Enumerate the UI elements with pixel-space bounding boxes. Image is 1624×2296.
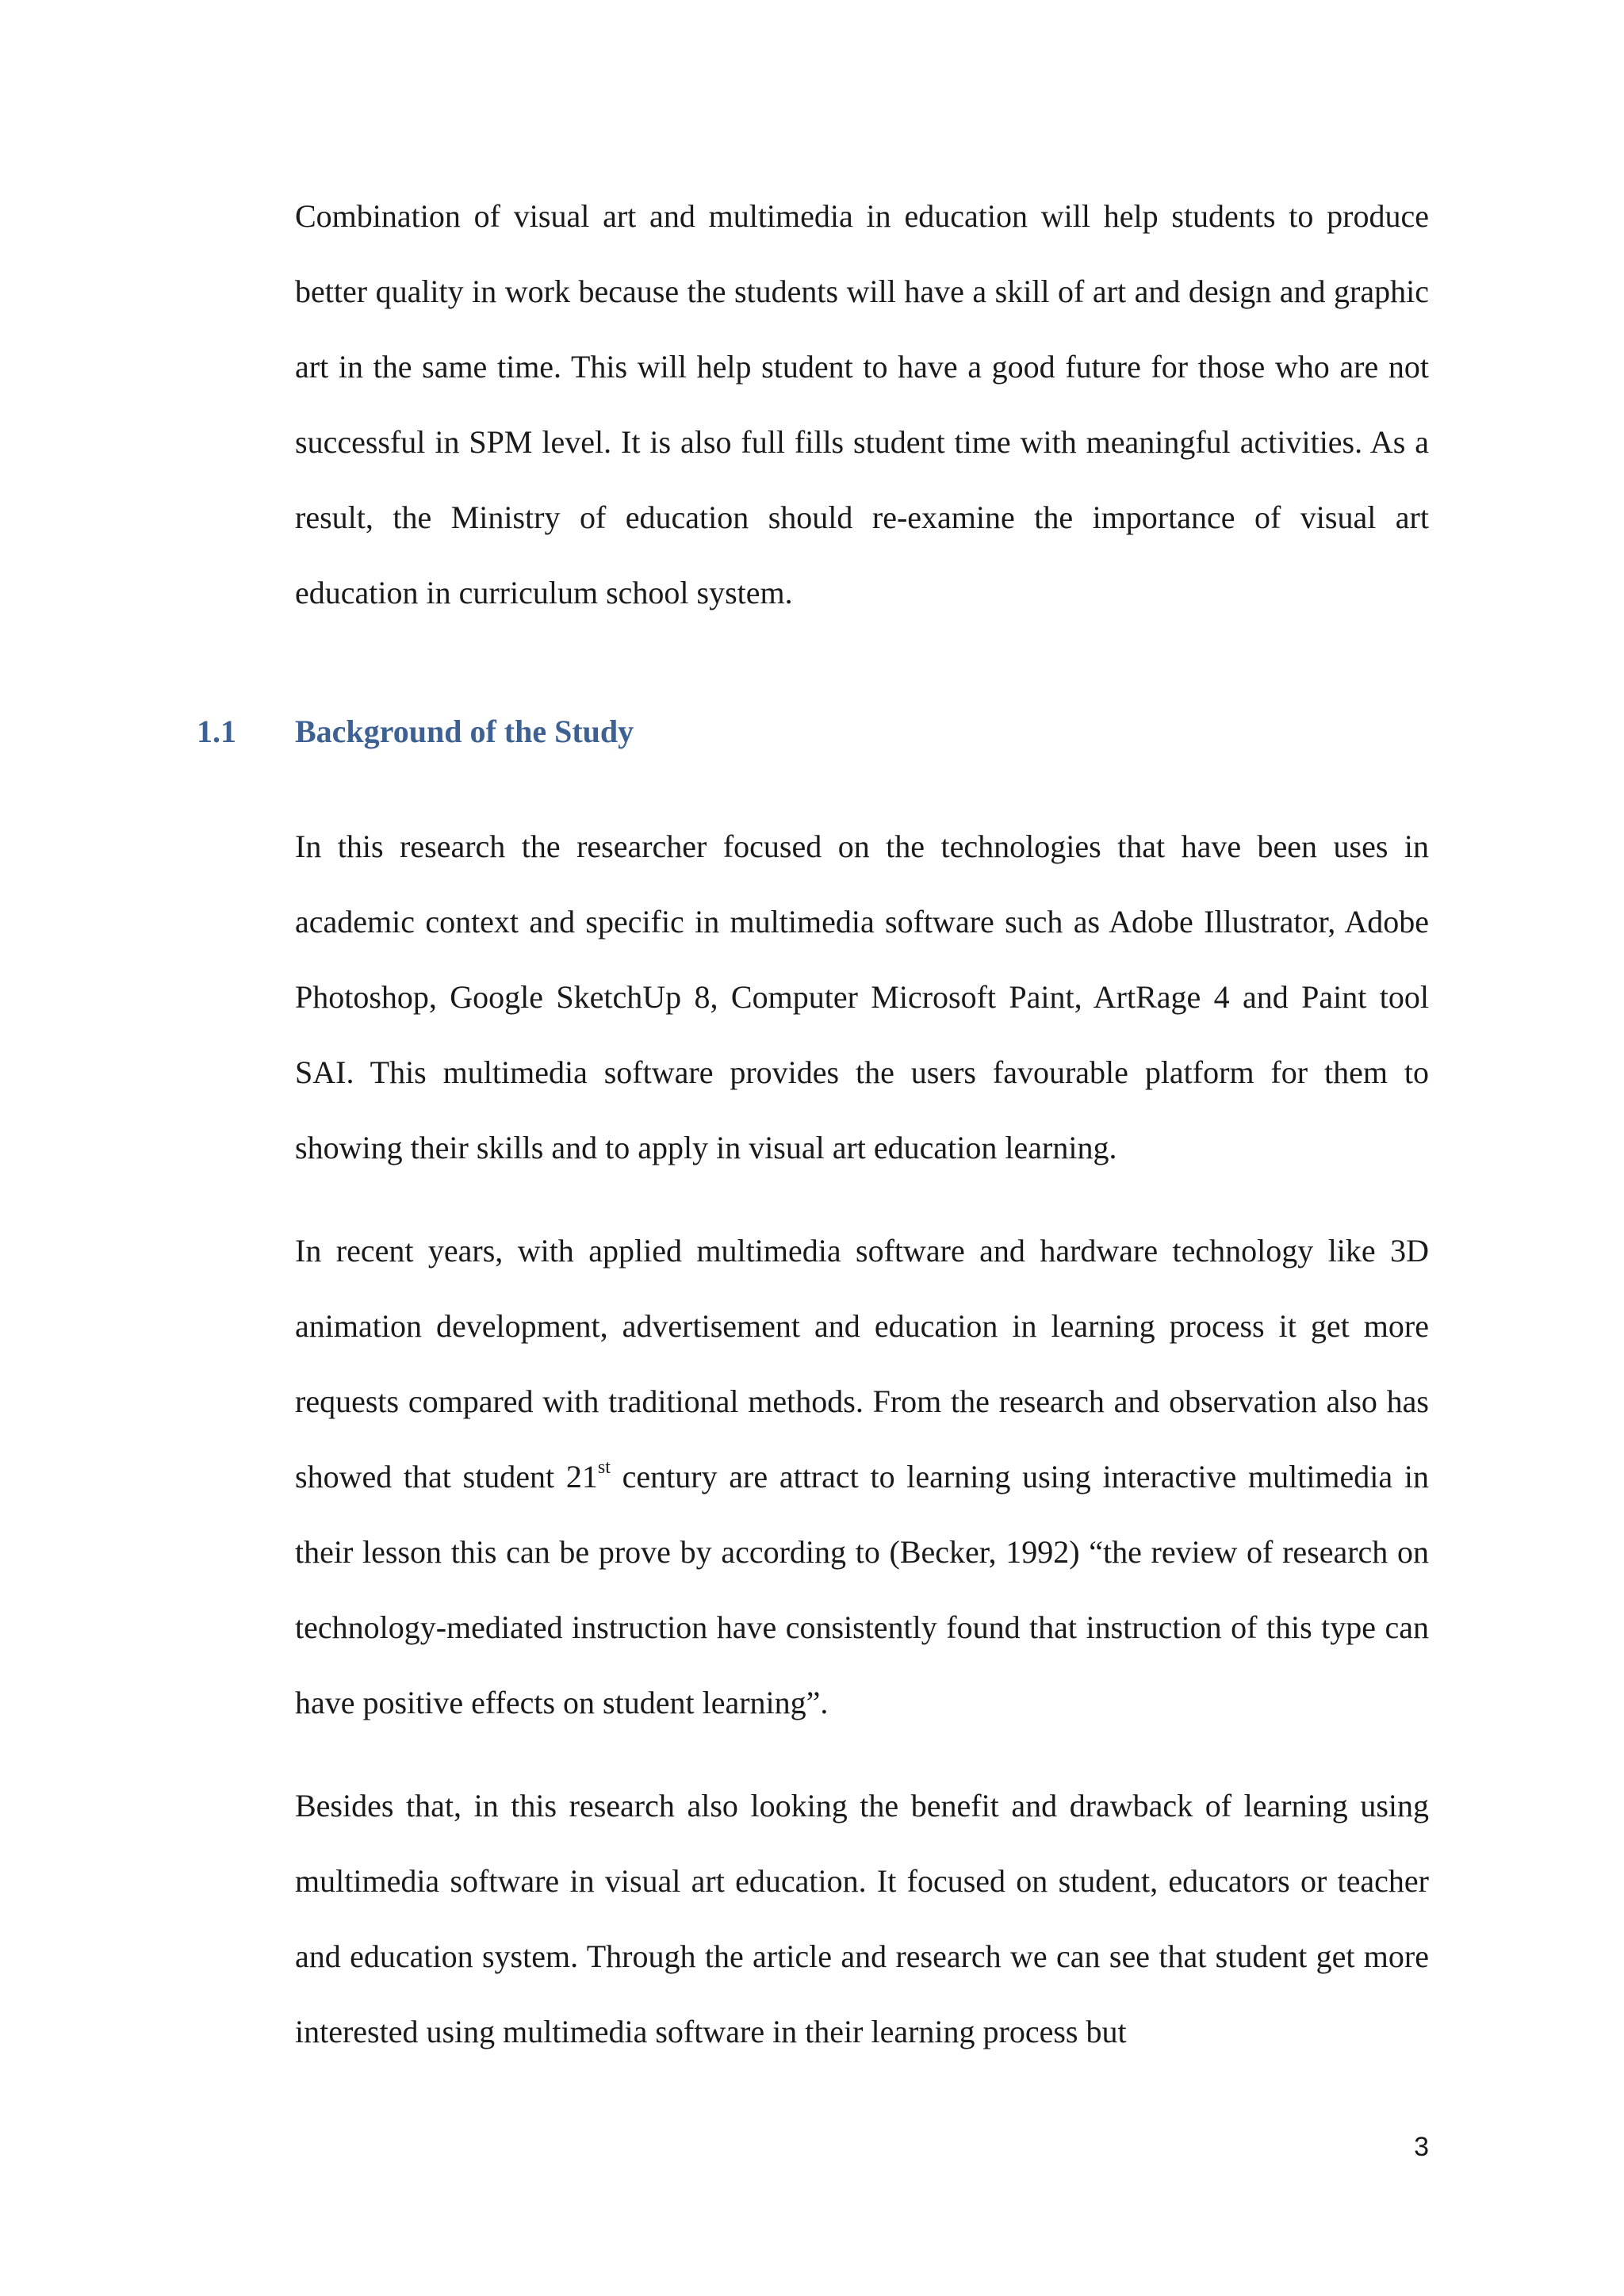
background-paragraph-2-part-2: century are attract to learning using interactive multimedia in their lesson this can be prove by according to (Becker, 1992) “the review of research on technology-mediated instruction have consistently found that instruction of this type can have positive effects on student learning”. <box>295 1459 1429 1720</box>
ordinal-superscript: st <box>597 1457 611 1478</box>
page-number: 3 <box>1414 2132 1429 2162</box>
section-title: Background of the Study <box>295 714 634 749</box>
intro-paragraph: Combination of visual art and multimedia in education will help students to produce better quality in work because the students will have a skill of art and design and graphic art in the same time. This will help student to have a good future for those who are not successful in SPM level. It is also full fills student time with meaningful activities. As a result, the Ministry of education should re-examine the importance of visual art education in curriculum school system. <box>295 198 1429 610</box>
background-paragraph-2 <box>295 1213 1429 1740</box>
background-paragraph-3: Besides that, in this research also looking the benefit and drawback of learning using multimedia software in visual art education. It focused on student, educators or teacher and education system. Through the article and research we can see that student get more interested using multimedia software in their learning process but <box>295 1788 1429 2049</box>
section-number: 1.1 <box>197 714 236 749</box>
background-paragraph-2-part-1: In recent years, with applied multimedia software and hardware technology like 3D animation development, advertisement and education in learning process it get more requests compared with traditional methods. From the research and observation also has showed that student 21 <box>295 1233 1429 1494</box>
background-paragraph-1: In this research the researcher focused on the technologies that have been uses in academic context and specific in multimedia software such as Adobe Illustrator, Adobe Photoshop, Google SketchUp 8, Computer Microsoft Paint, ArtRage 4 and Paint tool SAI. This multimedia software provides the users favourable platform for them to showing their skills and to apply in visual art education learning. <box>295 828 1429 1165</box>
section-heading <box>197 708 634 756</box>
